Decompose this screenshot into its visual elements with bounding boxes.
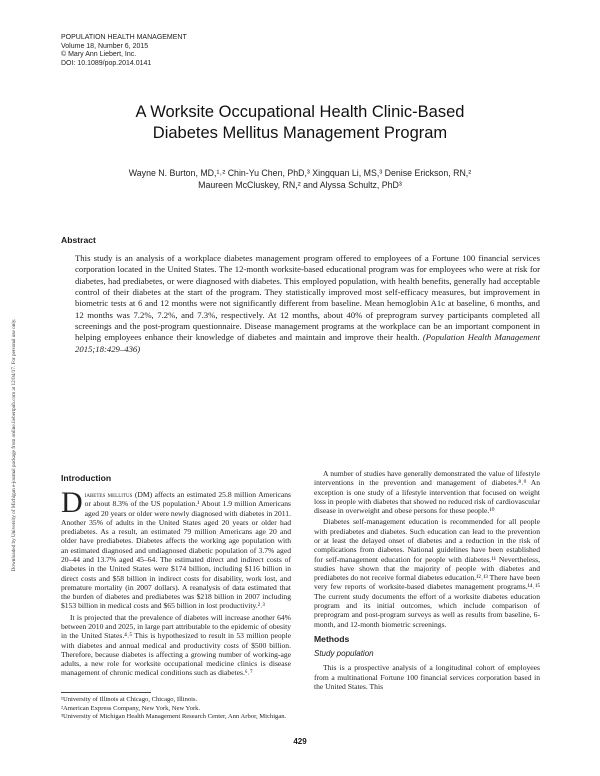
footnote-rule [61, 692, 151, 693]
methods-heading: Methods [314, 633, 350, 644]
intro-paragraph-1 [61, 486, 291, 611]
column-left [61, 486, 291, 680]
footnote-2: ²American Express Company, New York, New York. [61, 704, 201, 712]
introduction-heading: Introduction [61, 473, 112, 483]
intro-small-caps: iabetes mellitus [84, 490, 133, 499]
article-title [60, 102, 540, 144]
intro-paragraph-2: It is projected that the prevalence of diabetes will increase another 64% between 2010 and 2025, in large part attributable to the epidemic of obesity in the United States.⁴˒⁵ This is hypothesized to result in 53 million people with diabetes and annual medical and productivity costs of $500 billion. Therefore, because diabetes is affecting a growing number of working-age adults, a new role for worksite occupational medicine clinics is disease management of chronic medical conditions such as diabetes.⁶˒⁷ [61, 612, 291, 678]
author-list [95, 167, 505, 191]
authors-line-1: Wayne N. Burton, MD,¹˒² Chin-Yu Chen, PhD,³ Xingquan Li, MS,³ Denise Erickson, RN,² [128, 168, 472, 178]
download-notice-text: Downloaded by University of Michigan e-journal package from online.liebertpub.com at 12/04/17. For personal use only. [11, 318, 17, 572]
journal-doi: DOI: 10.1089/pop.2014.0141 [61, 59, 152, 67]
abstract-citation: (Population Health Management 2015;18:429–436) [75, 332, 540, 354]
journal-name: POPULATION HEALTH MANAGEMENT [61, 34, 187, 41]
abstract-body [75, 253, 540, 355]
journal-volume: Volume 18, Number 6, 2015 [61, 42, 149, 50]
title-line-2: Diabetes Mellitus Management Program [152, 124, 448, 142]
study-paragraph: This is a prospective analysis of a longitudinal cohort of employees from a multinational Fortune 100 financial services corporation based in the United States. This [314, 663, 540, 691]
page-number: 429 [293, 737, 307, 746]
study-population-heading: Study population [314, 649, 374, 659]
journal-header [61, 34, 187, 68]
intro-paragraph-4: Diabetes self-management education is recommended for all people with prediabetes and diabetes. Such education can lead to the prevention or at least the delayed onset of diabetes and a reduction in the risk of complications from diabetes. National guidelines have been established for self-management education for people with diabetes.¹¹ Nevertheless, studies have shown that the majority of people with diabetes and prediabetes do not receive formal diabetes education.¹²˒¹³ There have been very few reports of worksite-based diabetes management programs.¹⁴˒¹⁵ The current study documents the effort of a worksite diabetes education program and its initial outcomes, which include comparison of preprogram and post-program surveys as well as results from baseline, 6-month, and 12-month biometric screenings. [314, 517, 540, 629]
intro-paragraph-3: A number of studies have generally demonstrated the value of lifestyle interventions in the prevention and management of diabetes.⁸˒⁹ An exception is one study of a lifestyle intervention that focused on weight loss in people with diabetes that showed no reduced risk of cardiovascular disease in overweight and obese persons for these people.¹⁰ [314, 469, 540, 516]
abstract-heading: Abstract [61, 235, 96, 245]
intro-p1-text: (DM) affects an estimated 25.8 million Americans or about 8.3% of the US population.¹ About 1.9 million Americans aged 20 years or older were newly diagnosed with diabetes in 2011. Another 35% of adults in the United States aged 20 years or older had prediabetes. As a result, an estimated 79 million Americans age 20 and older have prediabetes. Diabetes affects the working age population with an estimated diagnosed and undiagnosed diabetic population of 3.7% aged 20–44 and 13.7% aged 45–64. The estimated direct and indirect costs of diabetes in the United States were $174 billion, including $116 billion in direct costs and $58 billion in indirect costs for disability, work lost, and premature mortality (in 2007 dollars). A reanalysis of data estimated that the burden of diabetes and prediabetes was $218 billion in 2007 including $153 billion in medical costs and $65 billion in lost productivity.²˒³ [61, 490, 291, 611]
footnote-1: ¹University of Illinois at Chicago, Chicago, Illinois. [61, 696, 198, 703]
journal-copyright: © Mary Ann Liebert, Inc. [61, 51, 137, 59]
drop-cap: D [61, 486, 83, 519]
footnotes [61, 696, 286, 722]
column-right [314, 469, 540, 693]
download-notice [6, 210, 22, 680]
authors-line-2: Maureen McCluskey, RN,² and Alyssa Schultz, PhD³ [198, 180, 402, 190]
abstract-text: This study is an analysis of a workplace diabetes management program offered to employees of a Fortune 100 financial services corporation located in the United States. The 12-month worksite-based educational program was for employees who were at risk for diabetes, had prediabetes, or were diagnosed with diabetes. This employed population, with health benefits, generally had acceptable control of their diabetes at the start of the program. They statistically improved most self-efficacy measures, but improvement in biometric tests at 6 and 12 months were not significantly different from baseline. Mean hemoglobin A1c at baseline, 6 months, and 12 months was 7.2%, 7.2%, and 7.3%, respectively. At 12 months, about 40% of preprogram survey participants completed all screenings and the post-program questionnaire. Disease management programs at the workplace can be an important component in helping employees enhance their knowledge of diabetes and maintain and improve their health. [75, 253, 540, 343]
title-line-1: A Worksite Occupational Health Clinic-Based [135, 103, 465, 121]
footnote-3: ³University of Michigan Health Management Research Center, Ann Arbor, Michigan. [61, 713, 287, 721]
